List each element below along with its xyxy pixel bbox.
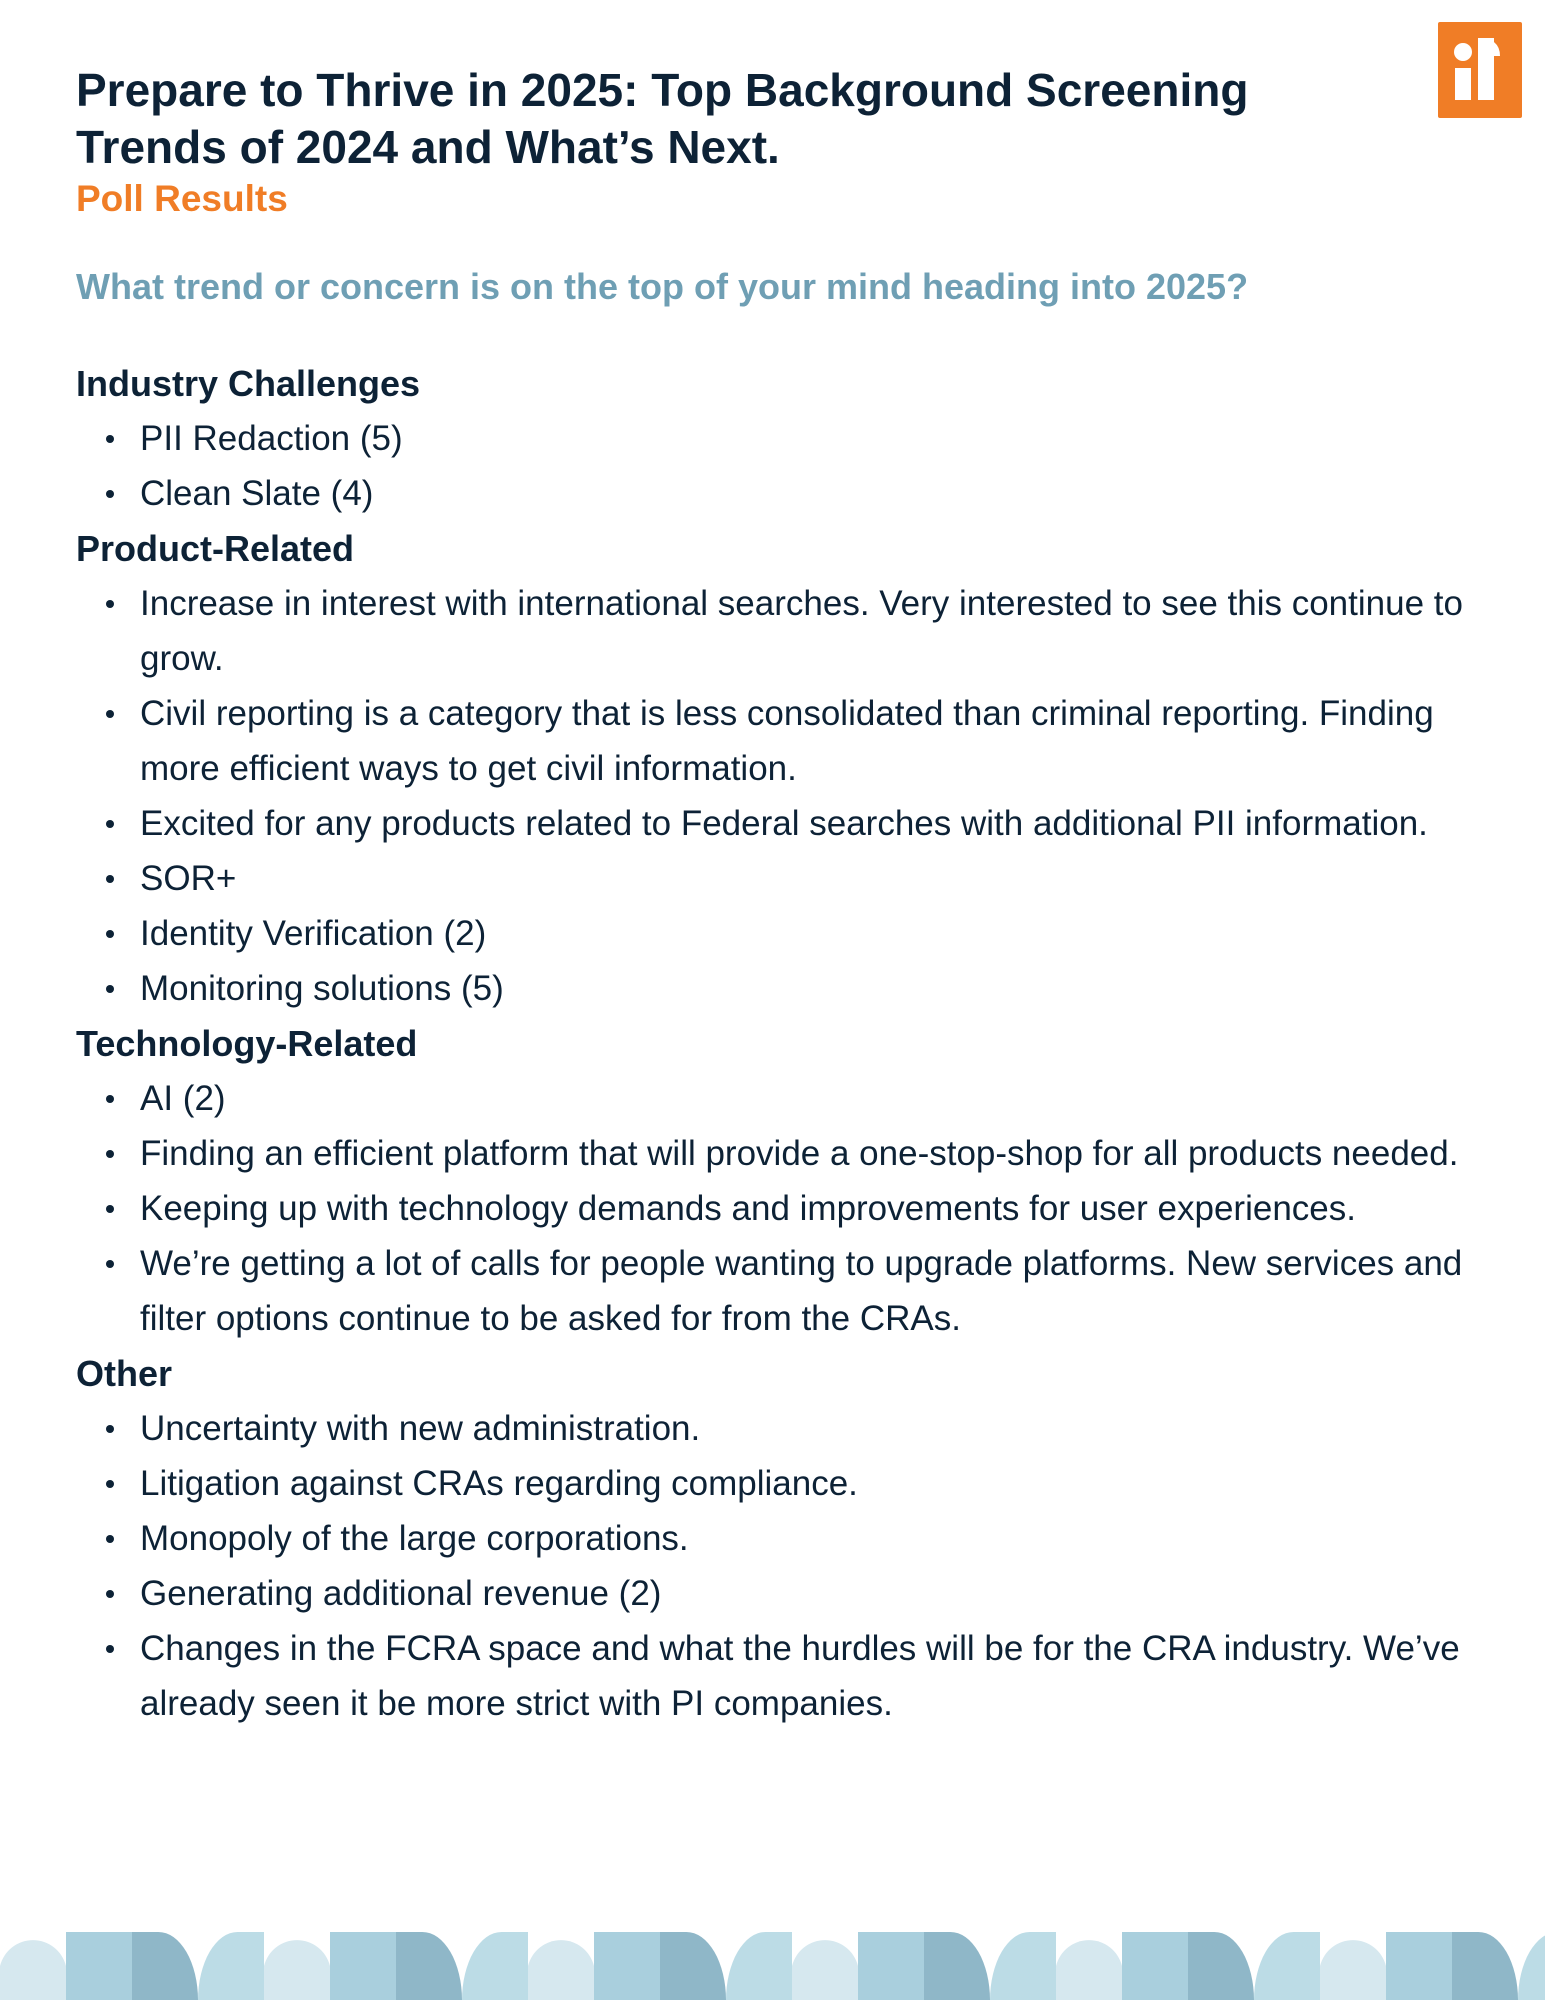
list-item xyxy=(76,1181,1476,1236)
bullet-icon xyxy=(106,1535,114,1543)
footer-pattern-tile xyxy=(1122,1932,1188,2000)
footer-pattern-tile xyxy=(1254,1932,1320,2000)
footer-pattern-tile xyxy=(858,1932,924,2000)
list-item-text: Uncertainty with new administration. xyxy=(140,1409,701,1448)
bullet-icon xyxy=(106,1260,114,1268)
bullet-icon xyxy=(106,930,114,938)
footer-pattern-tile xyxy=(726,1932,792,2000)
list-item xyxy=(76,576,1476,686)
bullet-icon xyxy=(106,1590,114,1598)
footer-pattern-tile xyxy=(990,1932,1056,2000)
footer-pattern-tile xyxy=(924,1932,990,2000)
list-item xyxy=(76,1071,1476,1126)
list-item xyxy=(76,1566,1476,1621)
footer-pattern-tile xyxy=(528,1940,594,2000)
list-item-text: Monopoly of the large corporations. xyxy=(140,1519,689,1558)
list-item-text: Finding an efficient platform that will provide a one-stop-shop for all products needed. xyxy=(140,1134,1459,1173)
section-list xyxy=(76,1401,1476,1731)
bullet-icon xyxy=(106,1095,114,1103)
footer-pattern-tile xyxy=(1188,1932,1254,2000)
footer-pattern-tile xyxy=(660,1932,726,2000)
footer-pattern-tile xyxy=(198,1932,264,2000)
company-logo xyxy=(1438,22,1522,118)
list-item xyxy=(76,1511,1476,1566)
bullet-icon xyxy=(106,1480,114,1488)
list-item xyxy=(76,466,1476,521)
list-item-text: PII Redaction (5) xyxy=(140,419,403,458)
bullet-icon xyxy=(106,710,114,718)
page-subtitle: Poll Results xyxy=(76,178,288,219)
footer-pattern-tile xyxy=(330,1932,396,2000)
list-item-text: Excited for any products related to Federal searches with additional PII information. xyxy=(140,804,1428,843)
section-heading: Technology-Related xyxy=(76,1023,418,1064)
list-item-text: Increase in interest with international searches. Very interested to see this continue to grow. xyxy=(140,584,1463,678)
bullet-icon xyxy=(106,875,114,883)
list-item xyxy=(76,851,1476,906)
bullet-icon xyxy=(106,1150,114,1158)
list-item-text: We’re getting a lot of calls for people wanting to upgrade platforms. New services and filter options continue to be asked for from the CRAs. xyxy=(140,1244,1463,1338)
list-item-text: SOR+ xyxy=(140,859,237,898)
footer-pattern-tile xyxy=(1056,1940,1122,2000)
footer-pattern-tile xyxy=(1320,1940,1386,2000)
poll-question: What trend or concern is on the top of your mind heading into 2025? xyxy=(76,266,1249,307)
list-item-text: AI (2) xyxy=(140,1079,226,1118)
footer-pattern-tile xyxy=(594,1932,660,2000)
bullet-icon xyxy=(106,490,114,498)
list-item-text: Changes in the FCRA space and what the hurdles will be for the CRA industry. We’ve already seen it be more strict with PI companies. xyxy=(140,1629,1460,1723)
list-item xyxy=(76,1236,1476,1346)
section-heading: Other xyxy=(76,1353,173,1394)
footer-pattern-tile xyxy=(1452,1932,1518,2000)
bullet-icon xyxy=(106,1645,114,1653)
list-item xyxy=(76,1621,1476,1731)
list-item-text: Generating additional revenue (2) xyxy=(140,1574,662,1613)
list-item-text: Keeping up with technology demands and improvements for user experiences. xyxy=(140,1189,1356,1228)
bullet-icon xyxy=(106,600,114,608)
bullet-icon xyxy=(106,1205,114,1213)
list-item xyxy=(76,1126,1476,1181)
list-item xyxy=(76,686,1476,796)
i-letter-logo-icon xyxy=(1438,22,1522,118)
footer-pattern-tile xyxy=(792,1940,858,2000)
list-item-text: Litigation against CRAs regarding compliance. xyxy=(140,1464,858,1503)
section-list xyxy=(76,1071,1476,1346)
footer-pattern-tile xyxy=(66,1932,132,2000)
list-item xyxy=(76,906,1476,961)
bullet-icon xyxy=(106,820,114,828)
footer-pattern-tile xyxy=(0,1940,66,2000)
section-list xyxy=(76,411,1476,521)
footer-pattern-tile xyxy=(264,1940,330,2000)
section-list xyxy=(76,576,1476,1016)
list-item xyxy=(76,961,1476,1016)
footer-pattern-tile xyxy=(462,1932,528,2000)
bullet-icon xyxy=(106,1425,114,1433)
footer-pattern-tile xyxy=(1518,1932,1545,2000)
bullet-icon xyxy=(106,435,114,443)
section-heading: Industry Challenges xyxy=(76,363,421,404)
footer-pattern-tile xyxy=(1386,1932,1452,2000)
list-item-text: Clean Slate (4) xyxy=(140,474,374,513)
list-item-text: Monitoring solutions (5) xyxy=(140,969,504,1008)
list-item xyxy=(76,411,1476,466)
list-item xyxy=(76,1401,1476,1456)
list-item xyxy=(76,1456,1476,1511)
list-item xyxy=(76,796,1476,851)
footer-pattern-tile xyxy=(396,1932,462,2000)
page-title: Prepare to Thrive in 2025: Top Background Screening Trends of 2024 and What’s Next. xyxy=(76,64,1249,173)
list-item-text: Identity Verification (2) xyxy=(140,914,487,953)
footer-decorative-pattern xyxy=(0,1932,1545,2000)
footer-pattern-tile xyxy=(132,1932,198,2000)
poll-results xyxy=(76,356,1476,1731)
list-item-text: Civil reporting is a category that is less consolidated than criminal reporting. Finding more efficient ways to get civil information. xyxy=(140,694,1434,788)
bullet-icon xyxy=(106,985,114,993)
section-heading: Product-Related xyxy=(76,528,355,569)
